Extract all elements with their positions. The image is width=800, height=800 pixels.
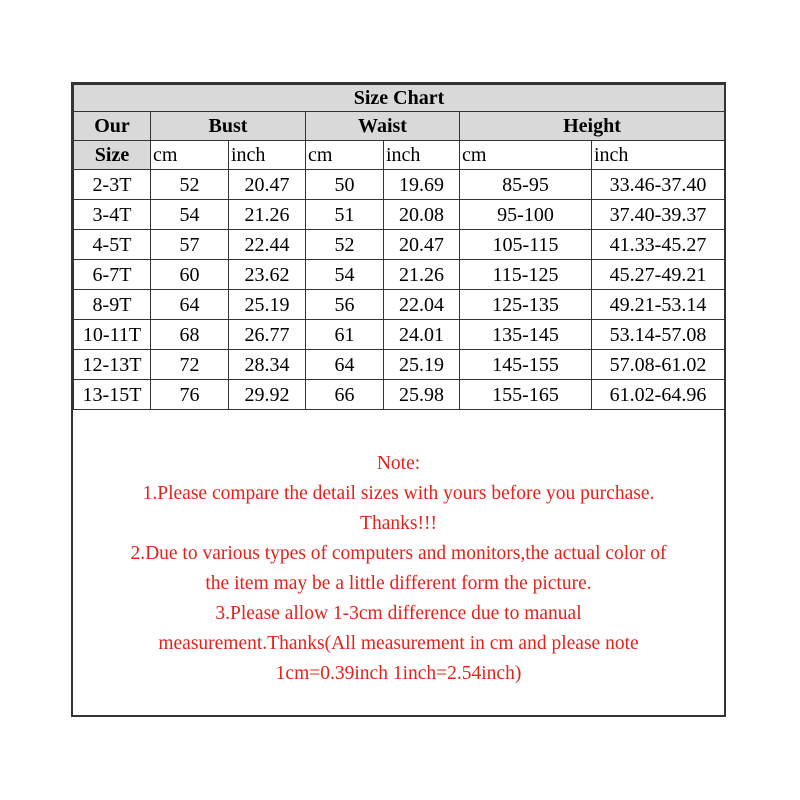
size-cell: 3-4T	[74, 200, 151, 230]
waist-cm-cell: 56	[306, 290, 384, 320]
note-line: 3.Please allow 1-3cm difference due to manual	[215, 603, 582, 624]
bust-inch-cell: 23.62	[229, 260, 306, 290]
waist-cm-cell: 52	[306, 230, 384, 260]
size-cell: 6-7T	[74, 260, 151, 290]
height-cm-cell: 95-100	[460, 200, 592, 230]
bust-cm-cell: 60	[151, 260, 229, 290]
table-row	[74, 320, 725, 350]
note-line: 1cm=0.39inch 1inch=2.54inch)	[275, 663, 522, 684]
waist-cm-header: cm	[306, 141, 384, 170]
height-inch-cell: 49.21-53.14	[592, 290, 725, 320]
bust-inch-cell: 25.19	[229, 290, 306, 320]
height-cm-cell: 145-155	[460, 350, 592, 380]
bust-cm-cell: 52	[151, 170, 229, 200]
height-cm-cell: 125-135	[460, 290, 592, 320]
height-cm-cell: 105-115	[460, 230, 592, 260]
note-line: 2.Due to various types of computers and monitors,the actual color of	[130, 543, 667, 564]
size-chart-frame	[71, 82, 726, 717]
waist-inch-cell: 22.04	[384, 290, 460, 320]
bust-inch-cell: 22.44	[229, 230, 306, 260]
bust-inch-header: inch	[229, 141, 306, 170]
table-row	[74, 350, 725, 380]
height-cm-cell: 85-95	[460, 170, 592, 200]
bust-cm-cell: 54	[151, 200, 229, 230]
height-cm-cell: 135-145	[460, 320, 592, 350]
table-row	[74, 260, 725, 290]
table-row	[74, 290, 725, 320]
waist-cm-cell: 61	[306, 320, 384, 350]
waist-inch-cell: 20.08	[384, 200, 460, 230]
table-row	[74, 170, 725, 200]
height-inch-header: inch	[592, 141, 725, 170]
waist-cm-cell: 54	[306, 260, 384, 290]
size-cell: 8-9T	[74, 290, 151, 320]
size-cell: 13-15T	[74, 380, 151, 410]
note-line: 1.Please compare the detail sizes with yours before you purchase.	[142, 483, 655, 504]
bust-inch-cell: 21.26	[229, 200, 306, 230]
height-header: Height	[460, 112, 725, 141]
bust-cm-cell: 72	[151, 350, 229, 380]
note-line: Thanks!!!	[360, 513, 437, 534]
size-header-bottom: Size	[74, 141, 151, 170]
height-inch-cell: 53.14-57.08	[592, 320, 725, 350]
waist-inch-cell: 25.19	[384, 350, 460, 380]
height-inch-cell: 37.40-39.37	[592, 200, 725, 230]
size-cell: 4-5T	[74, 230, 151, 260]
bust-header: Bust	[151, 112, 306, 141]
size-chart-table	[73, 84, 725, 410]
notes-block	[73, 449, 724, 689]
waist-inch-cell: 19.69	[384, 170, 460, 200]
bust-inch-cell: 20.47	[229, 170, 306, 200]
size-cell: 10-11T	[74, 320, 151, 350]
height-inch-cell: 61.02-64.96	[592, 380, 725, 410]
waist-header: Waist	[306, 112, 460, 141]
bust-cm-cell: 64	[151, 290, 229, 320]
table-row	[74, 380, 725, 410]
bust-cm-cell: 68	[151, 320, 229, 350]
note-line: measurement.Thanks(All measurement in cm and please note	[158, 633, 639, 654]
waist-cm-cell: 51	[306, 200, 384, 230]
bust-cm-cell: 76	[151, 380, 229, 410]
height-cm-cell: 115-125	[460, 260, 592, 290]
waist-inch-header: inch	[384, 141, 460, 170]
size-cell: 12-13T	[74, 350, 151, 380]
waist-cm-cell: 64	[306, 350, 384, 380]
height-inch-cell: 41.33-45.27	[592, 230, 725, 260]
waist-inch-cell: 24.01	[384, 320, 460, 350]
bust-cm-header: cm	[151, 141, 229, 170]
waist-cm-cell: 50	[306, 170, 384, 200]
height-cm-header: cm	[460, 141, 592, 170]
height-inch-cell: 33.46-37.40	[592, 170, 725, 200]
bust-inch-cell: 28.34	[229, 350, 306, 380]
waist-cm-cell: 66	[306, 380, 384, 410]
height-inch-cell: 57.08-61.02	[592, 350, 725, 380]
size-cell: 2-3T	[74, 170, 151, 200]
bust-inch-cell: 26.77	[229, 320, 306, 350]
table-row	[74, 200, 725, 230]
table-row	[74, 230, 725, 260]
note-heading: Note:	[376, 453, 421, 474]
waist-inch-cell: 20.47	[384, 230, 460, 260]
note-line: the item may be a little different form the picture.	[205, 573, 592, 594]
height-inch-cell: 45.27-49.21	[592, 260, 725, 290]
waist-inch-cell: 25.98	[384, 380, 460, 410]
waist-inch-cell: 21.26	[384, 260, 460, 290]
bust-cm-cell: 57	[151, 230, 229, 260]
height-cm-cell: 155-165	[460, 380, 592, 410]
table-title: Size Chart	[74, 85, 725, 112]
bust-inch-cell: 29.92	[229, 380, 306, 410]
size-header-top: Our	[74, 112, 151, 141]
